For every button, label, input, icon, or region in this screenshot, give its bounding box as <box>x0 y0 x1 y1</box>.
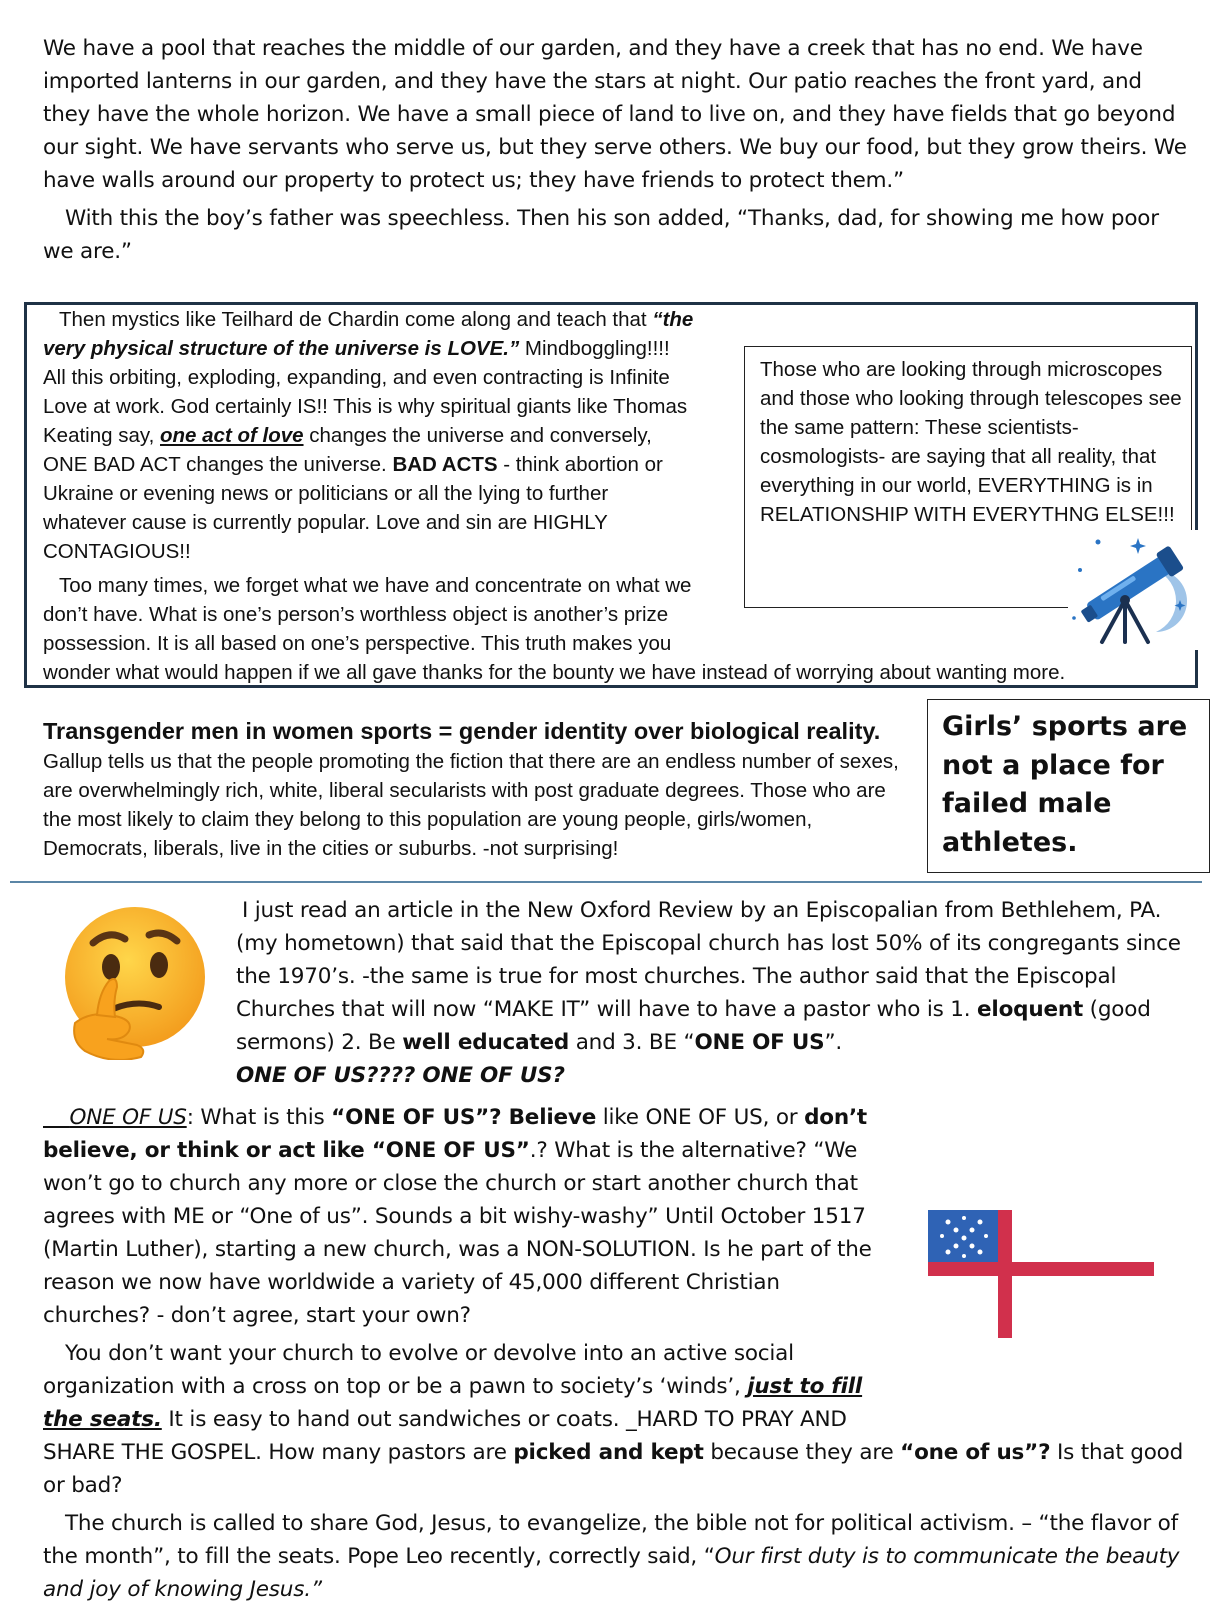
bad-acts: BAD ACTS <box>392 453 498 476</box>
one-of-us-paragraph-3 <box>43 1507 1193 1606</box>
act-of-love: one act of love <box>160 424 304 447</box>
one-of-us-b1: “ONE OF US”? Believe <box>331 1105 597 1130</box>
one-of-us-paragraph-1 <box>43 1101 1193 1332</box>
oxford-body: I just read an article in the New Oxford Review by an Episcopalian from Bethlehem, PA. (my hometown) that said that the Episcopal church has lost 50% of its congregants since the 1970’s. -the same is true for most churches. The author said that the Episcopal Churches that will now “MAKE IT” will have to have a pastor who is 1. <box>236 898 1181 1022</box>
one-of-us-lead-text: ONE OF US <box>69 1105 187 1130</box>
pope-leo-quote: Our first duty is to communicate the beauty and joy of knowing Jesus. <box>43 1544 1180 1602</box>
well-educated: well educated <box>402 1030 570 1055</box>
one-of-us-section <box>43 1101 1193 1606</box>
story-paragraph-2: With this the boy’s father was speechless. Then his son added, “Thanks, dad, for showing me how poor we are.” <box>43 206 1159 264</box>
one-of-us-t2: like ONE OF US, or <box>596 1105 805 1130</box>
eloquent: eloquent <box>977 997 1084 1022</box>
mystic-quote: “the very physical structure of the universe is LOVE.” <box>43 308 694 360</box>
mystic-body-2: changes the universe and conversely, ONE BAD ACT changes the universe. <box>43 424 652 476</box>
top-story <box>43 32 1193 268</box>
p2-a: You don’t want your church to evolve or devolve into an active social organization with a cross on top or be a pawn to society’s ‘winds’, <box>43 1341 794 1399</box>
oxford-paragraph <box>236 894 1196 1092</box>
oxford-body-3: and 3. BE “ <box>569 1030 695 1055</box>
mystic-body: Mindboggling!!!! All this orbiting, exploding, expanding, and even contracting is Infinite Love at work. God certainly IS!! This is why spiritual giants like Thomas Keating say, <box>43 337 688 447</box>
one-of-us-b2: don’t believe, or think or act like “ONE OF US” <box>43 1105 868 1163</box>
story-paragraph-1: We have a pool that reaches the middle of our garden, and they have a creek that has no end. We have imported lanterns in our garden, and they have the stars at night. Our patio reaches the front yard, and they have the whole horizon. We have a small piece of land to live on, and they have fields that go beyond our sight. We have servants who serve us, but they serve others. We buy our food, but they grow theirs. We have walls around our property to protect us; they have friends to protect them.” <box>43 36 1187 193</box>
p2-c: because they are <box>703 1440 901 1465</box>
p2-b: It is easy to hand out sandwiches or coats. _HARD TO PRAY AND SHARE THE GOSPEL. How many pastors are <box>43 1407 847 1465</box>
mystic-paragraph-1 <box>43 305 1153 566</box>
trans-heading: Transgender men in women sports = gender identity over biological reality. <box>43 718 881 744</box>
mystic-body-3: - think abortion or Ukraine or evening news or politicians or all the lying to further whatever cause is currently popular. Love and sin are HIGHLY CONTAGIOUS!! <box>43 453 663 563</box>
p3-a: The church is called to share God, Jesus, to evangelize, the bible not for political activism. – “the flavor of the month”, to fill the seats. Pope Leo recently, correctly said, “ <box>43 1511 1178 1569</box>
one-of-us-t3: .? What is the alternative? “We won’t go to church any more or close the church or start another church that agrees with ME or “One of us”. Sounds a bit wishy-washy” Until October 1517 (Martin Luther), starting a new church, was a NON-SOLUTION. Is he part of the reason we now have worldwide a variety of 45,000 different Christian churches? - don’t agree, start your own? <box>43 1138 872 1328</box>
p2-d: Is that good or bad? <box>43 1440 1184 1498</box>
mystic-paragraph-2: Too many times, we forget what we have and concentrate on what we don’t have. What is one’s person’s worthless object is another’s prize possession. It is all based on one’s perspective. This truth makes you wonder what would happen if we all gave thanks for the bounty we have instead of worrying about wanting more. <box>43 574 1066 684</box>
just-to-fill-the-seats: just to fill the seats. <box>43 1374 863 1432</box>
one-of-us-t1: : What is this <box>186 1105 332 1130</box>
oxford-question: ONE OF US???? ONE OF US? <box>236 1063 565 1088</box>
picked-and-kept: picked and kept <box>513 1440 704 1465</box>
p3-end: ” <box>310 1577 322 1602</box>
one-of-us: ONE OF US <box>694 1030 825 1055</box>
oxford-body-4: ”. <box>824 1030 843 1055</box>
scientists-text: Those who are looking through microscopes and those who looking through telescopes see the same pattern: These scientists- cosmologists- are saying that all reality, that everything in our world, EVERYTHING is in RELATIONSHIP WITH EVERYTHNG ELSE!!! <box>760 358 1182 526</box>
mystic-intro: Then mystics like Teilhard de Chardin come along and teach that <box>59 308 653 331</box>
section-divider <box>10 881 1202 883</box>
oxford-text <box>236 894 1196 1059</box>
one-of-us-paragraph-2 <box>43 1337 1193 1502</box>
one-of-us-lead <box>43 1105 187 1130</box>
trans-section <box>43 715 918 863</box>
one-of-us-question: “one of us”? <box>900 1440 1051 1465</box>
thinking-face-icon <box>55 905 210 1060</box>
oxford-body-2: (good sermons) 2. Be <box>236 997 1151 1055</box>
girls-sports-text: Girls’ sports are not a place for failed male athletes. <box>942 711 1188 858</box>
trans-body: Gallup tells us that the people promoting the fiction that there are an endless number of sexes, are overwhelmingly rich, white, liberal secularists with post graduate degrees. Those who are the most likely to claim they belong to this population are young people, girls/women, Democrats, liberals, live in the cities or suburbs. -not surprising! <box>43 750 899 860</box>
mystic-text <box>43 305 1153 687</box>
girls-sports-box <box>927 699 1210 873</box>
